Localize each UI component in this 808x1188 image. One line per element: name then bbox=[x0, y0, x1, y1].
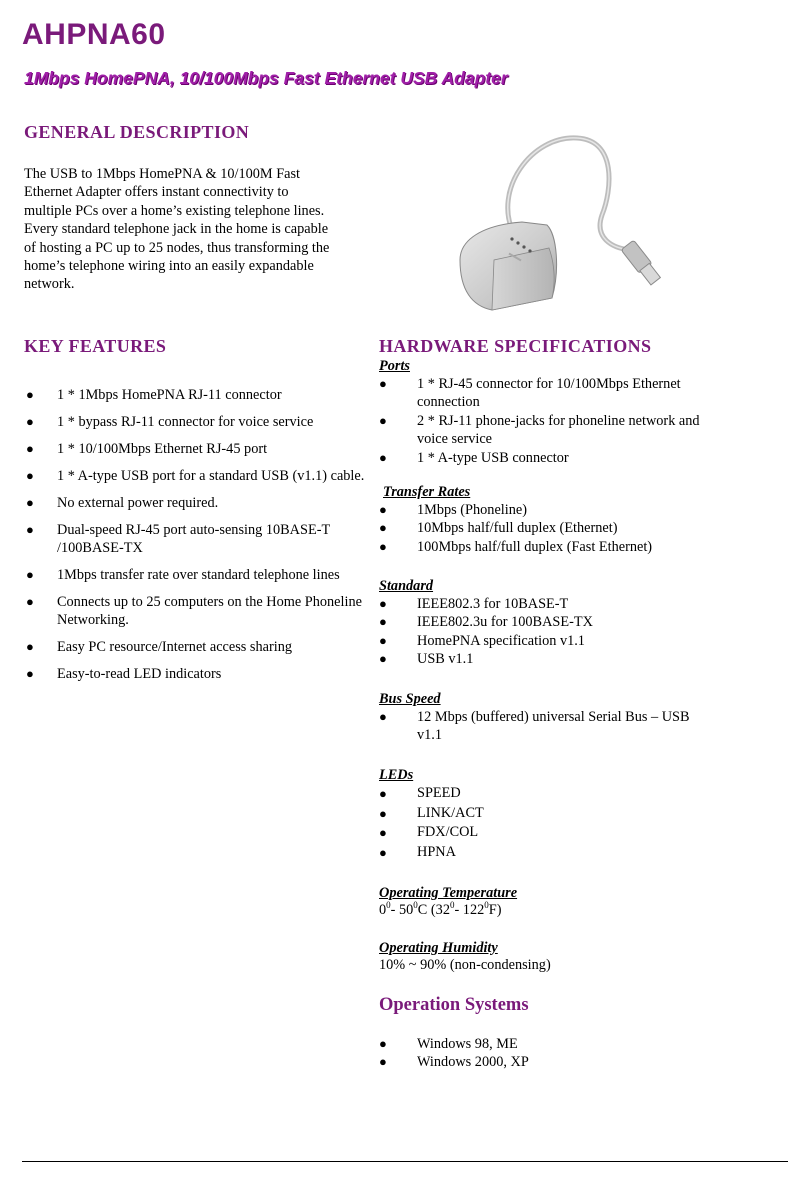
list-item: ● No external power required. bbox=[26, 495, 219, 511]
bullet-icon: ● bbox=[26, 639, 34, 654]
list-item: ● SPEED bbox=[379, 784, 739, 804]
bullet-icon: ● bbox=[379, 1054, 387, 1070]
list-item: ● 2 * RJ-11 phone-jacks for phoneline network and voice service bbox=[379, 412, 700, 448]
bullet-icon: ● bbox=[379, 651, 387, 667]
general-description-heading: GENERAL DESCRIPTION bbox=[24, 122, 250, 142]
transfer-rates-list bbox=[379, 501, 739, 556]
bullet-icon: ● bbox=[379, 786, 387, 801]
bullet-icon: ● bbox=[26, 468, 34, 483]
list-item: ● Dual-speed RJ-45 port auto-sensing 10BASE-T /100BASE-TX bbox=[26, 522, 330, 556]
description-line: network. bbox=[24, 276, 75, 293]
list-item: ● 1 * A-type USB port for a standard USB (v1.1) cable. bbox=[26, 468, 365, 484]
operation-systems-list bbox=[379, 1035, 739, 1072]
bullet-icon: ● bbox=[379, 709, 387, 724]
bullet-icon: ● bbox=[379, 632, 387, 648]
list-item: ● 1 * bypass RJ-11 connector for voice service bbox=[26, 414, 314, 430]
list-item: ● Easy PC resource/Internet access sharing bbox=[26, 639, 293, 655]
bullet-icon: ● bbox=[26, 495, 34, 510]
list-item: ● 1 * 1Mbps HomePNA RJ-11 connector bbox=[26, 387, 282, 403]
bullet-icon: ● bbox=[379, 538, 387, 554]
list-item: ● Connects up to 25 computers on the Home Phoneline Networking. bbox=[26, 594, 362, 628]
operating-temperature-label: Operating Temperature bbox=[379, 885, 518, 901]
list-item: ● 100Mbps half/full duplex (Fast Ethernet) bbox=[379, 538, 653, 555]
key-features-heading: KEY FEATURES bbox=[24, 336, 167, 356]
description-line: multiple PCs over a home’s existing telephone lines. bbox=[24, 202, 325, 219]
leds-section bbox=[379, 767, 739, 862]
list-item: ● 1Mbps transfer rate over standard telephone lines bbox=[26, 567, 340, 583]
bullet-icon: ● bbox=[379, 805, 387, 821]
usb-adapter-product-image bbox=[452, 130, 662, 320]
bullet-icon: ● bbox=[379, 1036, 387, 1051]
operating-temperature-value: $0^0-$ $50^0C$ ($32^0-$ $122^0F$) bbox=[379, 900, 502, 918]
ports-section bbox=[379, 358, 714, 467]
bullet-icon: ● bbox=[379, 596, 387, 611]
bullet-icon: ● bbox=[379, 844, 387, 860]
standard-label: Standard bbox=[379, 578, 434, 594]
ports-label: Ports bbox=[379, 358, 410, 374]
list-item: ● IEEE802.3u for 100BASE-TX bbox=[379, 614, 593, 631]
bullet-icon: ● bbox=[379, 502, 387, 517]
bus-speed-label: Bus Speed bbox=[379, 691, 441, 707]
leds-list bbox=[379, 784, 739, 862]
list-item: ● Windows 2000, XP bbox=[379, 1054, 529, 1071]
description-line: Every standard telephone jack in the home is capable bbox=[24, 221, 329, 238]
list-item: ● 12 Mbps (buffered) universal Serial Bus – USB v1.1 bbox=[379, 709, 690, 744]
list-item: ● LINK/ACT bbox=[379, 804, 739, 824]
bullet-icon: ● bbox=[379, 825, 387, 841]
bullet-icon: ● bbox=[379, 614, 387, 630]
standard-section bbox=[379, 578, 739, 669]
bullet-icon: ● bbox=[379, 520, 387, 536]
bullet-icon: ● bbox=[379, 376, 387, 391]
bullet-icon: ● bbox=[26, 414, 34, 429]
bullet-icon: ● bbox=[26, 666, 34, 681]
operating-humidity-value: 10% ~ 90% (non-condensing) bbox=[379, 957, 551, 973]
list-item: ● 1 * A-type USB connector bbox=[379, 449, 569, 466]
bullet-icon: ● bbox=[26, 522, 34, 537]
key-features-list bbox=[26, 386, 381, 692]
standard-list bbox=[379, 595, 739, 669]
product-title: AHPNA60 bbox=[22, 18, 166, 51]
general-description-text bbox=[24, 165, 369, 294]
list-item: ● HomePNA specification v1.1 bbox=[379, 632, 585, 649]
bus-speed-section bbox=[379, 691, 709, 745]
ports-list bbox=[379, 375, 714, 467]
list-item: ● 10Mbps half/full duplex (Ethernet) bbox=[379, 520, 618, 537]
list-item: ● Easy-to-read LED indicators bbox=[26, 666, 222, 682]
description-line: home’s telephone wiring into an easily expandable bbox=[24, 258, 314, 275]
bullet-icon: ● bbox=[26, 567, 34, 582]
bus-speed-list bbox=[379, 708, 709, 745]
list-item: ● 1 * RJ-45 connector for 10/100Mbps Ethernet connection bbox=[379, 376, 681, 411]
bullet-icon: ● bbox=[26, 387, 34, 402]
bullet-icon: ● bbox=[26, 594, 34, 609]
list-item: ● HPNA bbox=[379, 843, 739, 863]
footer-divider bbox=[22, 1161, 788, 1162]
product-subtitle: 1Mbps HomePNA, 10/100Mbps Fast Ethernet USB Adapter bbox=[24, 68, 508, 88]
transfer-rates-label: Transfer Rates bbox=[383, 484, 471, 500]
list-item: ● Windows 98, ME bbox=[379, 1036, 518, 1052]
hardware-specifications-heading: HARDWARE SPECIFICATIONS bbox=[379, 336, 652, 356]
list-item: ● USB v1.1 bbox=[379, 651, 474, 668]
operation-systems-heading: Operation Systems bbox=[379, 995, 529, 1015]
description-line: of hosting a PC up to 25 nodes, thus transforming the bbox=[24, 239, 330, 256]
list-item: ● FDX/COL bbox=[379, 823, 739, 843]
description-line: The USB to 1Mbps HomePNA & 10/100M Fast bbox=[24, 166, 301, 182]
bullet-icon: ● bbox=[26, 441, 34, 456]
bullet-icon: ● bbox=[379, 412, 387, 428]
list-item: ● 1 * 10/100Mbps Ethernet RJ-45 port bbox=[26, 441, 268, 457]
list-item: ● 1Mbps (Phoneline) bbox=[379, 502, 527, 518]
operating-temperature-section bbox=[379, 885, 517, 919]
bullet-icon: ● bbox=[379, 449, 387, 465]
list-item: ● IEEE802.3 for 10BASE-T bbox=[379, 596, 569, 612]
operating-humidity-label: Operating Humidity bbox=[379, 940, 498, 956]
transfer-rates-section bbox=[379, 484, 739, 556]
description-line: Ethernet Adapter offers instant connectivity to bbox=[24, 184, 289, 201]
leds-label: LEDs bbox=[379, 767, 414, 783]
operating-humidity-section bbox=[379, 940, 551, 974]
